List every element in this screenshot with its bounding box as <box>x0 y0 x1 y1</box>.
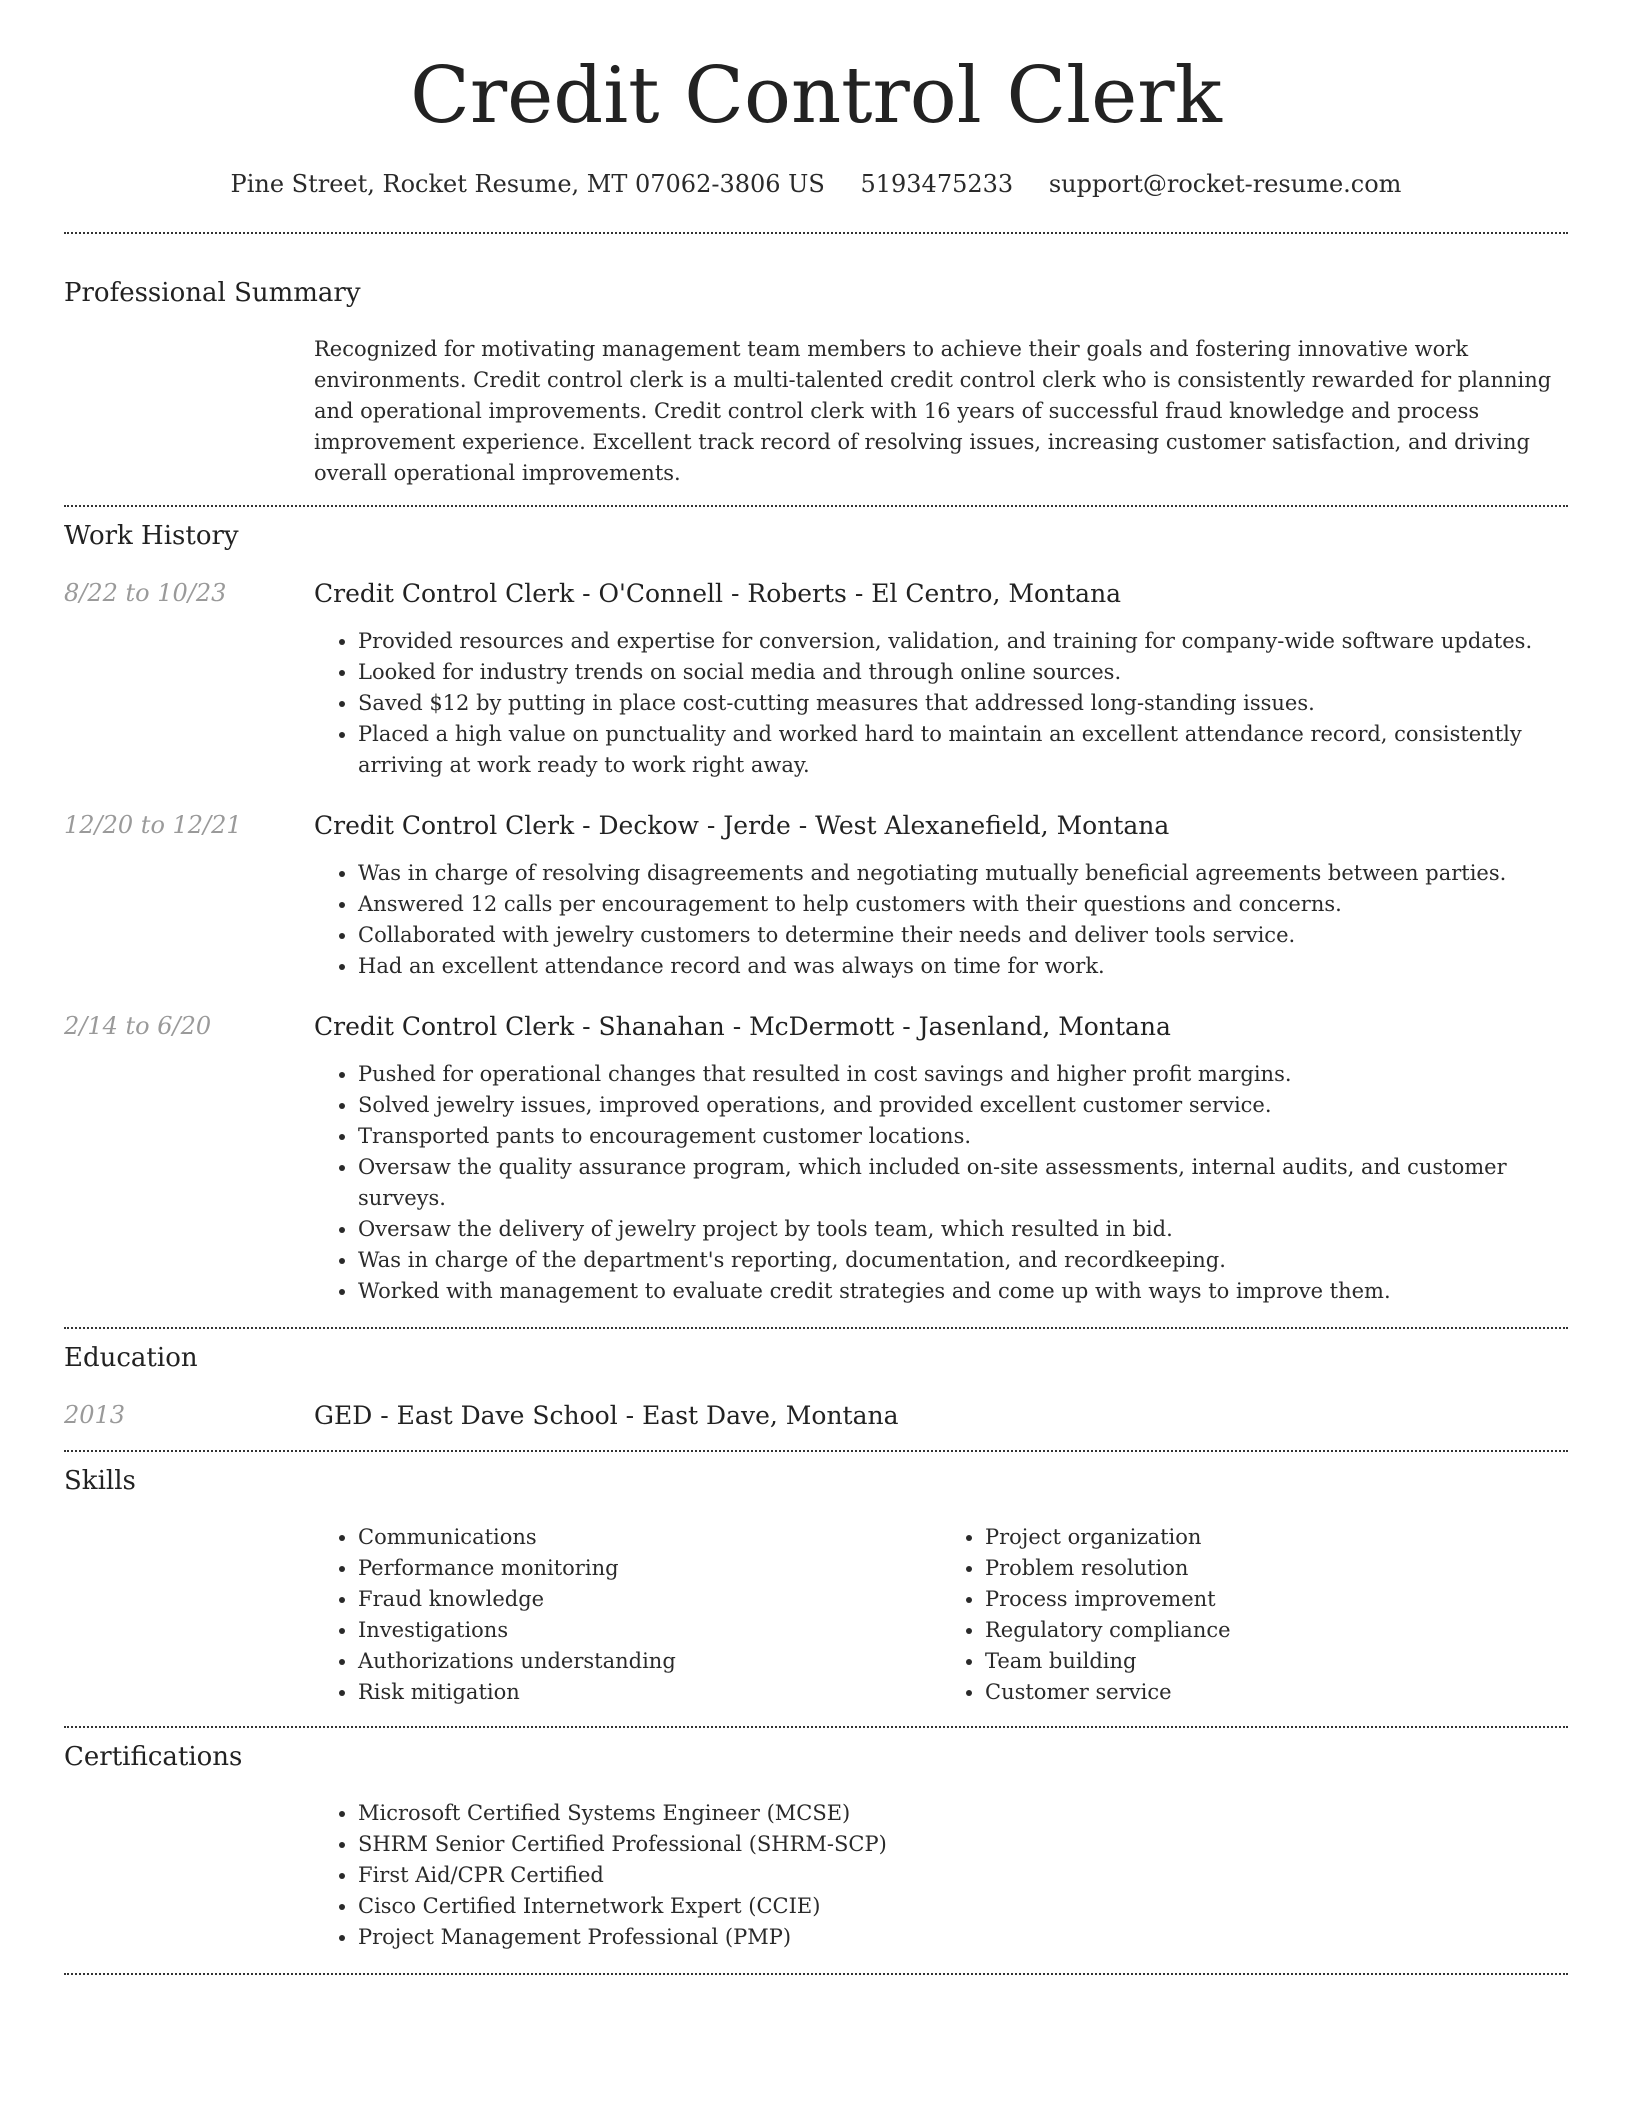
section-divider <box>64 1973 1568 1975</box>
list-item: • Performance monitoring <box>358 1553 941 1584</box>
list-item: • Placed a high value on punctuality and worked hard to maintain an excellent attendance record, consistently arriving at work ready to work right away. <box>358 719 1568 781</box>
section-title-education: Education <box>64 1342 198 1373</box>
list-item: • Collaborated with jewelry customers to determine their needs and deliver tools service. <box>358 920 1568 951</box>
list-item: • Answered 12 calls per encouragement to help customers with their questions and concerns. <box>358 889 1568 920</box>
section-title-work: Work History <box>64 520 239 551</box>
list-item: • Had an excellent attendance record and was always on time for work. <box>358 951 1568 982</box>
section-title-summary: Professional Summary <box>64 277 361 308</box>
education-text: GED - East Dave School - East Dave, Montana <box>314 1400 899 1430</box>
list-item: • Customer service <box>985 1677 1568 1708</box>
list-item: • Risk mitigation <box>358 1677 941 1708</box>
resume-page <box>64 0 1568 1975</box>
list-item: • Saved $12 by putting in place cost-cutting measures that addressed long-standing issues. <box>358 688 1568 719</box>
list-item: • Fraud knowledge <box>358 1584 941 1615</box>
education-year: 2013 <box>64 1400 126 1429</box>
work-history-section <box>64 507 1568 1307</box>
job-title: Credit Control Clerk - Deckow - Jerde - West Alexanefield, Montana <box>314 810 1170 840</box>
list-item: • Cisco Certified Internetwork Expert (CCIE) <box>358 1891 1568 1922</box>
skills-list-left <box>314 1522 941 1708</box>
contact-line <box>64 170 1568 198</box>
summary-text: Recognized for motivating management team members to achieve their goals and fostering innovative work environments. Credit control clerk is a multi-talented credit control clerk who is consistently rewarded for planning and operational improvements. Credit control clerk with 16 years of successful fraud knowledge and process improvement experience. Excellent track record of resolving issues, increasing customer satisfaction, and driving overall operational improvements. <box>314 336 1552 485</box>
list-item: • Authorizations understanding <box>358 1646 941 1677</box>
section-title-skills: Skills <box>64 1465 136 1496</box>
education-entry <box>64 1401 1568 1430</box>
contact-address: Pine Street, Rocket Resume, MT 07062-3806 US <box>230 169 825 198</box>
list-item: • Transported pants to encouragement customer locations. <box>358 1121 1568 1152</box>
list-item: • Team building <box>985 1646 1568 1677</box>
list-item: • Oversaw the delivery of jewelry project by tools team, which resulted in bid. <box>358 1214 1568 1245</box>
job-bullets <box>314 626 1568 781</box>
list-item: • Project Management Professional (PMP) <box>358 1922 1568 1953</box>
contact-phone: 5193475233 <box>860 169 1014 198</box>
resume-header <box>64 0 1568 198</box>
job-dates: 8/22 to 10/23 <box>64 578 227 607</box>
skills-list-right <box>941 1522 1568 1708</box>
job-bullets <box>314 858 1568 982</box>
list-item: • Regulatory compliance <box>985 1615 1568 1646</box>
candidate-name: Credit Control Clerk <box>410 51 1222 141</box>
list-item: • Microsoft Certified Systems Engineer (MCSE) <box>358 1798 1568 1829</box>
job-dates: 2/14 to 6/20 <box>64 1011 212 1040</box>
list-item: • Problem resolution <box>985 1553 1568 1584</box>
list-item: • Provided resources and expertise for conversion, validation, and training for company-wide software updates. <box>358 626 1568 657</box>
job-entry <box>64 1012 1568 1307</box>
list-item: • Solved jewelry issues, improved operations, and provided excellent customer service. <box>358 1090 1568 1121</box>
list-item: • Looked for industry trends on social media and through online sources. <box>358 657 1568 688</box>
certifications-list <box>314 1798 1568 1953</box>
list-item: • Investigations <box>358 1615 941 1646</box>
skills-section <box>64 1452 1568 1708</box>
certifications-section <box>64 1728 1568 1953</box>
list-item: • First Aid/CPR Certified <box>358 1860 1568 1891</box>
summary-section <box>64 234 1568 489</box>
job-entry <box>64 811 1568 982</box>
list-item: • Worked with management to evaluate credit strategies and come up with ways to improve them. <box>358 1276 1568 1307</box>
list-item: • Was in charge of the department's reporting, documentation, and recordkeeping. <box>358 1245 1568 1276</box>
list-item: • Was in charge of resolving disagreements and negotiating mutually beneficial agreements between parties. <box>358 858 1568 889</box>
job-dates: 12/20 to 12/21 <box>64 810 242 839</box>
contact-email: support@rocket-resume.com <box>1048 169 1402 198</box>
list-item: • Communications <box>358 1522 941 1553</box>
job-entry <box>64 579 1568 781</box>
section-title-certifications: Certifications <box>64 1741 243 1772</box>
list-item: • SHRM Senior Certified Professional (SHRM-SCP) <box>358 1829 1568 1860</box>
job-title: Credit Control Clerk - O'Connell - Roberts - El Centro, Montana <box>314 578 1122 608</box>
list-item: • Project organization <box>985 1522 1568 1553</box>
job-bullets <box>314 1059 1568 1307</box>
list-item: • Oversaw the quality assurance program, which included on-site assessments, internal audits, and customer surveys. <box>358 1152 1568 1214</box>
job-title: Credit Control Clerk - Shanahan - McDermott - Jasenland, Montana <box>314 1011 1171 1041</box>
list-item: • Process improvement <box>985 1584 1568 1615</box>
education-section <box>64 1329 1568 1430</box>
list-item: • Pushed for operational changes that resulted in cost savings and higher profit margins. <box>358 1059 1568 1090</box>
